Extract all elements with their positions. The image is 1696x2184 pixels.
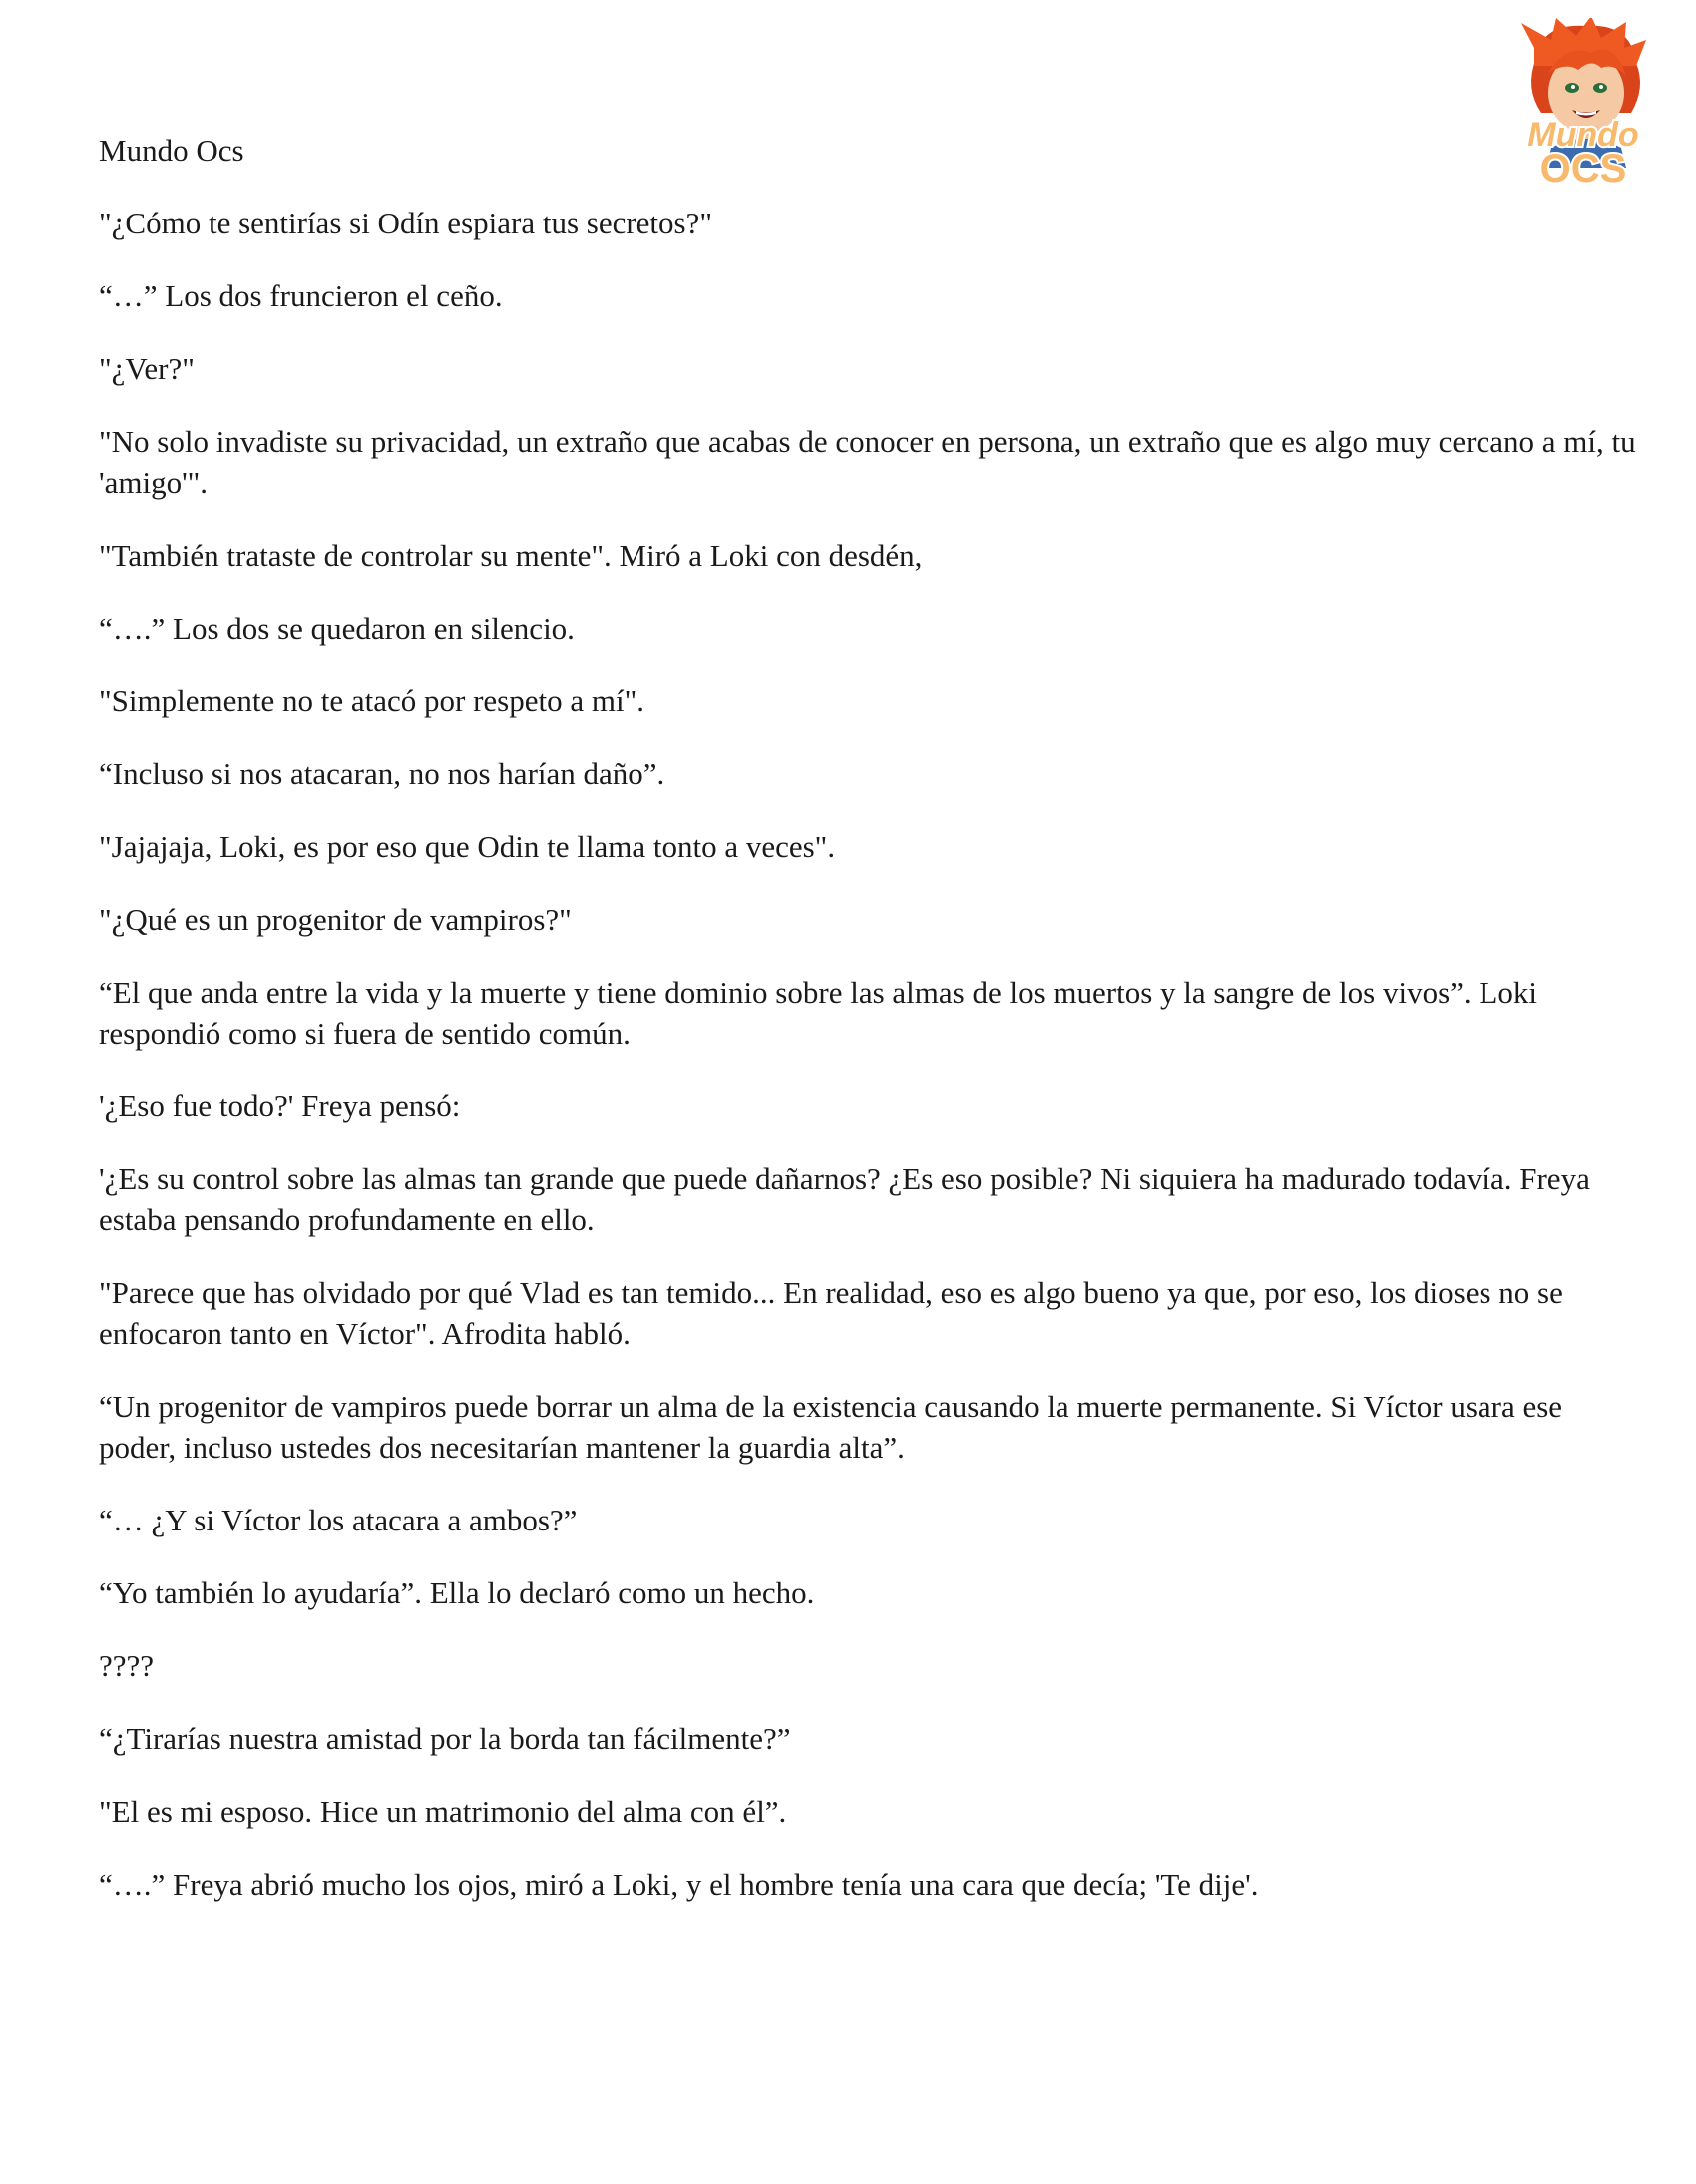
paragraph: “….” Los dos se quedaron en silencio.	[99, 611, 575, 646]
paragraph: “Un progenitor de vampiros puede borrar un alma de la existencia causando la muerte permanente. Si Víctor usara ese poder, incluso ustedes dos necesitarían mantener la guardia alta”.	[99, 1389, 1563, 1465]
paragraph: "¿Ver?"	[99, 351, 195, 386]
logo-text-top: Mundo	[1527, 116, 1639, 154]
paragraph: “Incluso si nos atacaran, no nos harían daño”.	[99, 756, 665, 791]
paragraph: "Parece que has olvidado por qué Vlad es tan temido... En realidad, eso es algo bueno ya que, por eso, los dioses no se enfocaron tanto en Víctor". Afrodita habló.	[99, 1275, 1563, 1351]
paragraph: "Simplemente no te atacó por respeto a mí".	[99, 683, 644, 718]
paragraph: '¿Es su control sobre las almas tan grande que puede dañarnos? ¿Es eso posible? Ni siquiera ha madurado todavía. Freya estaba pensando profundamente en ello.	[99, 1161, 1590, 1237]
paragraph: "¿Qué es un progenitor de vampiros?"	[99, 902, 572, 937]
paragraph: '¿Eso fue todo?' Freya pensó:	[99, 1089, 461, 1123]
paragraph: “….” Freya abrió mucho los ojos, miró a Loki, y el hombre tenía una cara que decía; 'Te dije'.	[99, 1867, 1259, 1902]
paragraph: “El que anda entre la vida y la muerte y tiene dominio sobre las almas de los muertos y la sangre de los vivos”. Loki respondió como si fuera de sentido común.	[99, 975, 1537, 1051]
paragraph: "Jajajaja, Loki, es por eso que Odin te llama tonto a veces".	[99, 829, 836, 864]
document-title: Mundo Ocs	[99, 133, 244, 168]
paragraph: "El es mi esposo. Hice un matrimonio del alma con él”.	[99, 1794, 787, 1829]
paragraph: “Yo también lo ayudaría”. Ella lo declaró como un hecho.	[99, 1575, 815, 1610]
paragraph: “… ¿Y si Víctor los atacara a ambos?”	[99, 1503, 578, 1537]
paragraph: “¿Tirarías nuestra amistad por la borda tan fácilmente?”	[99, 1721, 791, 1756]
paragraph: “…” Los dos fruncieron el ceño.	[99, 278, 503, 313]
paragraph: "No solo invadiste su privacidad, un extraño que acabas de conocer en persona, un extraño que es algo muy cercano a mí, tu 'amigo'".	[99, 424, 1636, 500]
paragraph: ????	[99, 1648, 155, 1683]
paragraph: "También trataste de controlar su mente". Miró a Loki con desdén,	[99, 538, 923, 573]
logo-text-bottom: OCS	[1539, 147, 1627, 188]
paragraph: "¿Cómo te sentirías si Odín espiara tus secretos?"	[99, 206, 713, 240]
document-body	[99, 130, 1640, 1937]
